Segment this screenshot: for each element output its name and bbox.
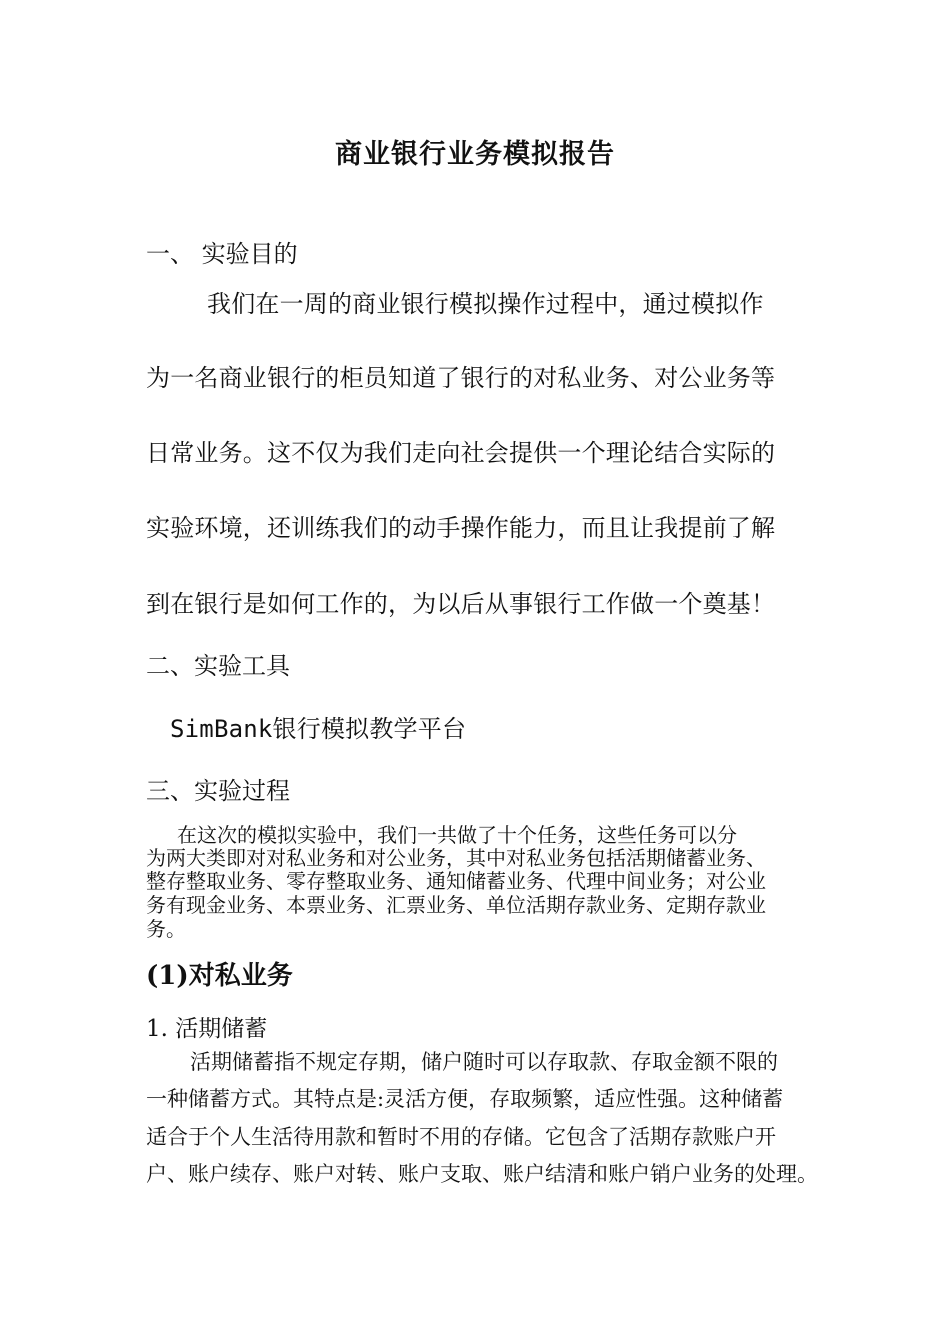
paragraph-line: 为一名商业银行的柜员知道了银行的对私业务、对公业务等 [146, 364, 776, 392]
paragraph-line: 务。 [146, 917, 186, 941]
paragraph-line: 到在银行是如何工作的，为以后从事银行工作做一个奠基！ [146, 590, 776, 618]
paragraph-line: 我们在一周的商业银行模拟操作过程中，通过模拟作 [207, 290, 764, 318]
paragraph-line: 适合于个人生活待用款和暂时不用的存储。它包含了活期存款账户开 [146, 1125, 776, 1149]
paragraph-line: 户、账户续存、账户对转、账户支取、账户结清和账户销户业务的处理。 [146, 1162, 818, 1186]
paragraph-line: 在这次的模拟实验中，我们一共做了十个任务，这些任务可以分 [177, 823, 737, 847]
paragraph-line: 一种储蓄方式。其特点是:灵活方便，存取频繁，适应性强。这种储蓄 [146, 1087, 784, 1111]
paragraph-line: 实验环境，还训练我们的动手操作能力，而且让我提前了解 [146, 514, 776, 542]
paragraph-line: 整存整取业务、零存整取业务、通知储蓄业务、代理中间业务；对公业 [146, 869, 766, 893]
section-heading-purpose: 一、 实验目的 [146, 240, 298, 268]
paragraph-line: 活期储蓄指不规定存期，储户随时可以存取款、存取金额不限的 [190, 1050, 778, 1074]
subsection-heading-private: (1)对私业务 [146, 961, 293, 991]
paragraph-line: 为两大类即对对私业务和对公业务，其中对私业务包括活期储蓄业务、 [146, 846, 766, 870]
tool-name-prefix: SimBank [170, 715, 273, 743]
section-heading-tools: 二、实验工具 [146, 652, 290, 680]
paragraph-line: 日常业务。这不仅为我们走向社会提供一个理论结合实际的 [146, 439, 776, 467]
item-heading-demand-savings: 1. 活期储蓄 [146, 1016, 268, 1042]
section-heading-process: 三、实验过程 [146, 777, 290, 805]
paragraph-line: 务有现金业务、本票业务、汇票业务、单位活期存款业务、定期存款业 [146, 893, 766, 917]
document-title: 商业银行业务模拟报告 [335, 139, 615, 170]
tool-name-suffix: 银行模拟教学平台 [272, 715, 467, 743]
tool-name [170, 709, 466, 744]
